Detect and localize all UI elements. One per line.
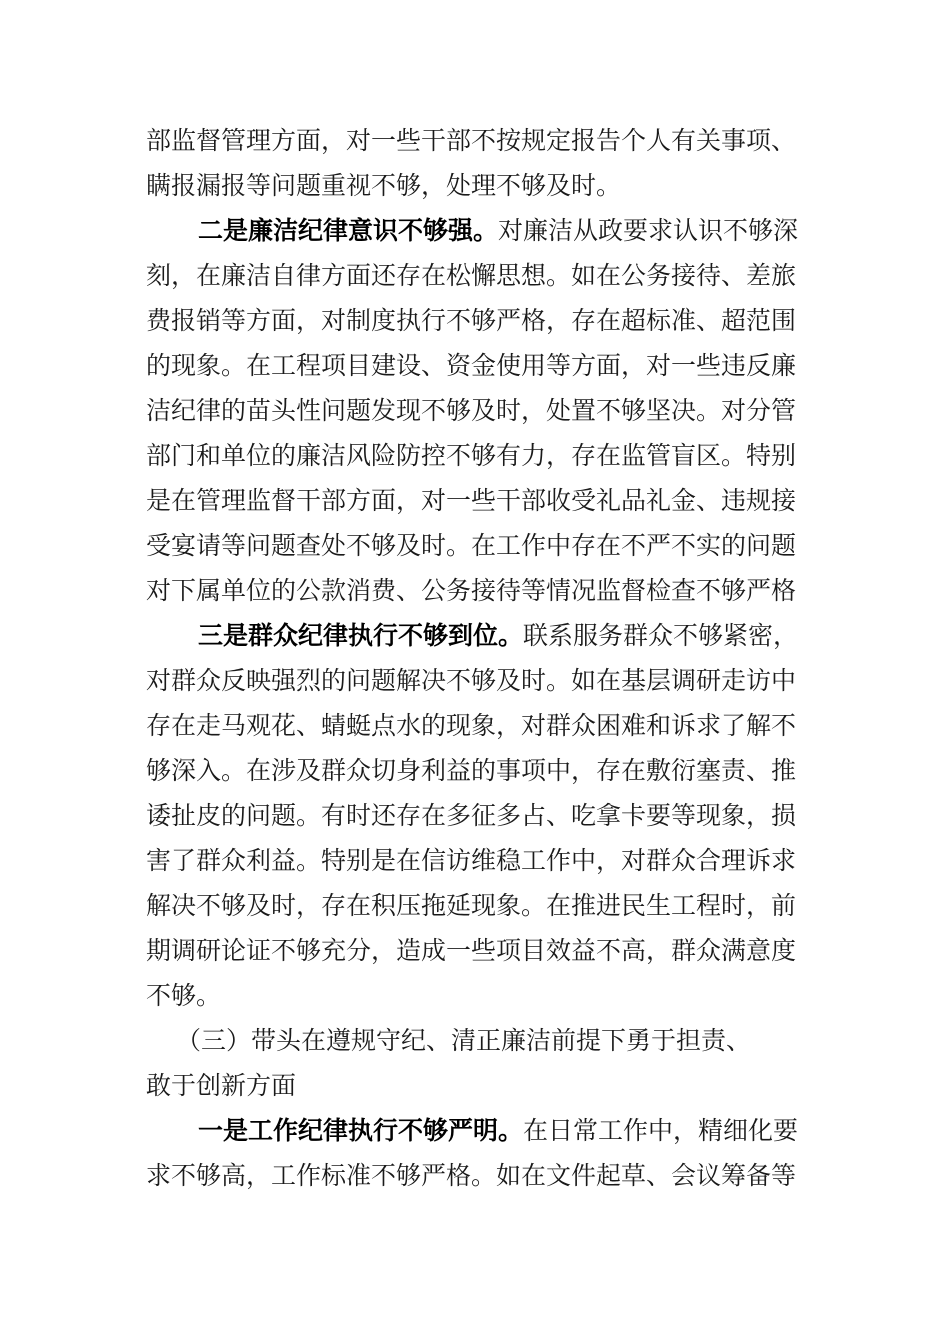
section-heading-continued: 敢于创新方面 (146, 1071, 297, 1100)
paragraph-heading: 二是廉洁纪律意识不够强。 (198, 216, 499, 245)
section-heading: （三）带头在遵规守纪、清正廉洁前提下勇于担责、 (176, 1026, 752, 1055)
text-line: 害了群众利益。特别是在信访维稳工作中，对群众合理诉求 (146, 846, 797, 875)
paragraph-heading: 三是群众纪律执行不够到位。 (198, 621, 524, 650)
text-line: 费报销等方面，对制度执行不够严格，存在超标准、超范围 (146, 306, 797, 335)
text-line: 够深入。在涉及群众切身利益的事项中，存在敷衍塞责、推 (146, 756, 797, 785)
text-line: 受宴请等问题查处不够及时。在工作中存在不严不实的问题 (146, 531, 797, 560)
text-line: 诿扯皮的问题。有时还存在多征多占、吃拿卡要等现象，损 (146, 801, 797, 830)
paragraph-text: 在日常工作中，精细化要 (523, 1116, 799, 1145)
text-line: 求不够高，工作标准不够严格。如在文件起草、会议筹备等 (146, 1161, 797, 1190)
text-line: 对下属单位的公款消费、公务接待等情况监督检查不够严格 (146, 576, 797, 605)
text-line: 部监督管理方面，对一些干部不按规定报告个人有关事项、 (146, 126, 797, 155)
text-line: 解决不够及时，存在积压拖延现象。在推进民生工程时，前 (146, 891, 797, 920)
text-line: 对群众反映强烈的问题解决不够及时。如在基层调研走访中 (146, 666, 797, 695)
paragraph-heading: 一是工作纪律执行不够严明。 (198, 1116, 524, 1145)
text-line: 的现象。在工程项目建设、资金使用等方面，对一些违反廉 (146, 351, 797, 380)
text-line: 是在管理监督干部方面，对一些干部收受礼品礼金、违规接 (146, 486, 797, 515)
text-line: 瞒报漏报等问题重视不够，处理不够及时。 (146, 171, 622, 200)
text-line: 部门和单位的廉洁风险防控不够有力，存在监管盲区。特别 (146, 441, 797, 470)
paragraph-start-line (198, 211, 798, 251)
paragraph-start-line (198, 616, 798, 656)
paragraph-start-line (198, 1111, 798, 1151)
text-line: 洁纪律的苗头性问题发现不够及时，处置不够坚决。对分管 (146, 396, 797, 425)
text-line: 期调研论证不够充分，造成一些项目效益不高，群众满意度 (146, 936, 797, 965)
paragraph-text: 联系服务群众不够紧密， (523, 621, 799, 650)
text-line: 刻，在廉洁自律方面还存在松懈思想。如在公务接待、差旅 (146, 261, 797, 290)
text-line: 不够。 (146, 981, 222, 1010)
paragraph-text: 对廉洁从政要求认识不够深 (498, 216, 799, 245)
text-line: 存在走马观花、蜻蜓点水的现象，对群众困难和诉求了解不 (146, 711, 797, 740)
